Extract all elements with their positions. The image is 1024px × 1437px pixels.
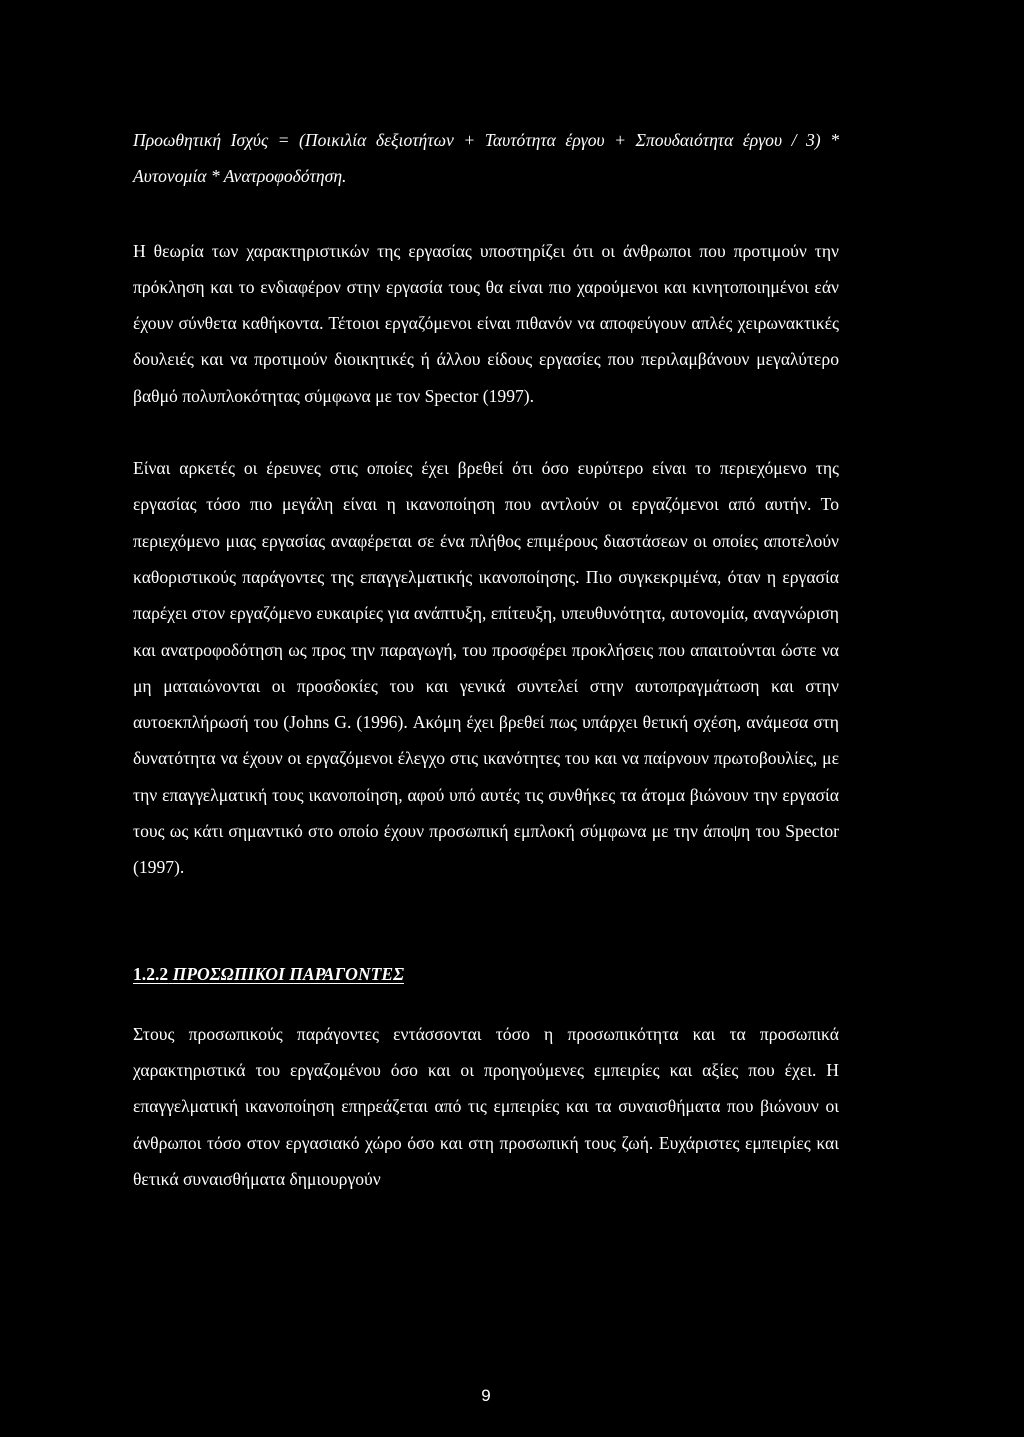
section-heading: [133, 956, 839, 992]
paragraph-personal-factors: Στους προσωπικούς παράγοντες εντάσσονται τόσο η προσωπικότητα και τα προσωπικά χαρακτηριστικά του εργαζομένου όσο και οι προηγούμενες εμπειρίες και αξίες που έχει. Η επαγγελματική ικανοποίηση επηρεάζεται από τις εμπειρίες και τα συναισθήματα που βιώνουν οι άνθρωποι τόσο στον εργασιακό χώρο όσο και στη προσωπική τους ζωή. Ευχάριστες εμπειρίες και θετικά συναισθήματα δημιουργούν: [133, 1023, 839, 1189]
motivating-potential-formula: Προωθητική Ισχύς = (Ποικιλία δεξιοτήτων + Ταυτότητα έργου + Σπουδαιότητα έργου / 3) * Αυτονομία * Ανατροφοδότηση.: [133, 130, 839, 187]
section-title: ΠΡΟΣΩΠΙΚΟΙ ΠΑΡΑΓΟΝΤΕΣ: [172, 963, 404, 984]
paragraph-job-content-research: Είναι αρκετές οι έρευνες στις οποίες έχει βρεθεί ότι όσο ευρύτερο είναι το περιεχόμενο της εργασίας τόσο πιο μεγάλη είναι η ικανοποίηση που αντλούν οι εργαζόμενοι από αυτήν. Το περιεχόμενο μιας εργασίας αναφέρεται σε ένα πλήθος επιμέρους διαστάσεων οι οποίες αποτελούν καθοριστικούς παράγοντες της επαγγελματικής ικανοποίησης. Πιο συγκεκριμένα, όταν η εργασία παρέχει στον εργαζόμενο ευκαιρίες για ανάπτυξη, επίτευξη, υπευθυνότητα, αυτονομία, αναγνώριση και ανατροφοδότηση ως προς την παραγωγή, του προσφέρει προκλήσεις που απαιτούνται ώστε να μη ματαιώνονται οι προσδοκίες του και γενικά συντελεί στην αυτοπραγμάτωση και στην αυτοεκπλήρωσή του (Johns G. (1996). Ακόμη έχει βρεθεί πως υπάρχει θετική σχέση, ανάμεσα στη δυνατότητα να έχουν οι εργαζόμενοι έλεγχο στις ικανότητες του και να παίρνουν πρωτοβουλίες, με την επαγγελματική τους ικανοποίηση, αφού υπό αυτές τις συνθήκες τα άτομα βιώνουν την εργασία τους ως κάτι σημαντικό στο οποίο έχουν προσωπική εμπλοκή σύμφωνα με την άποψη του Spector (1997).: [133, 458, 839, 878]
page-number: 9: [481, 1386, 491, 1405]
page-content: [133, 122, 839, 1405]
section-number: 1.2.2: [133, 963, 169, 984]
paragraph-job-characteristics-theory: Η θεωρία των χαρακτηριστικών της εργασίας υποστηρίζει ότι οι άνθρωποι που προτιμούν την πρόκληση και το ενδιαφέρον στην εργασία τους θα είναι πιο χαρούμενοι και κινητοποιημένοι εάν έχουν σύνθετα καθήκοντα. Τέτοιοι εργαζόμενοι είναι πιθανόν να αποφεύγουν απλές χειρωνακτικές δουλειές και να προτιμούν διοικητικές ή άλλου είδους εργασίες που περιλαμβάνουν μεγαλύτερο βαθμό πολυπλοκότητας σύμφωνα με τον Spector (1997).: [133, 240, 839, 406]
